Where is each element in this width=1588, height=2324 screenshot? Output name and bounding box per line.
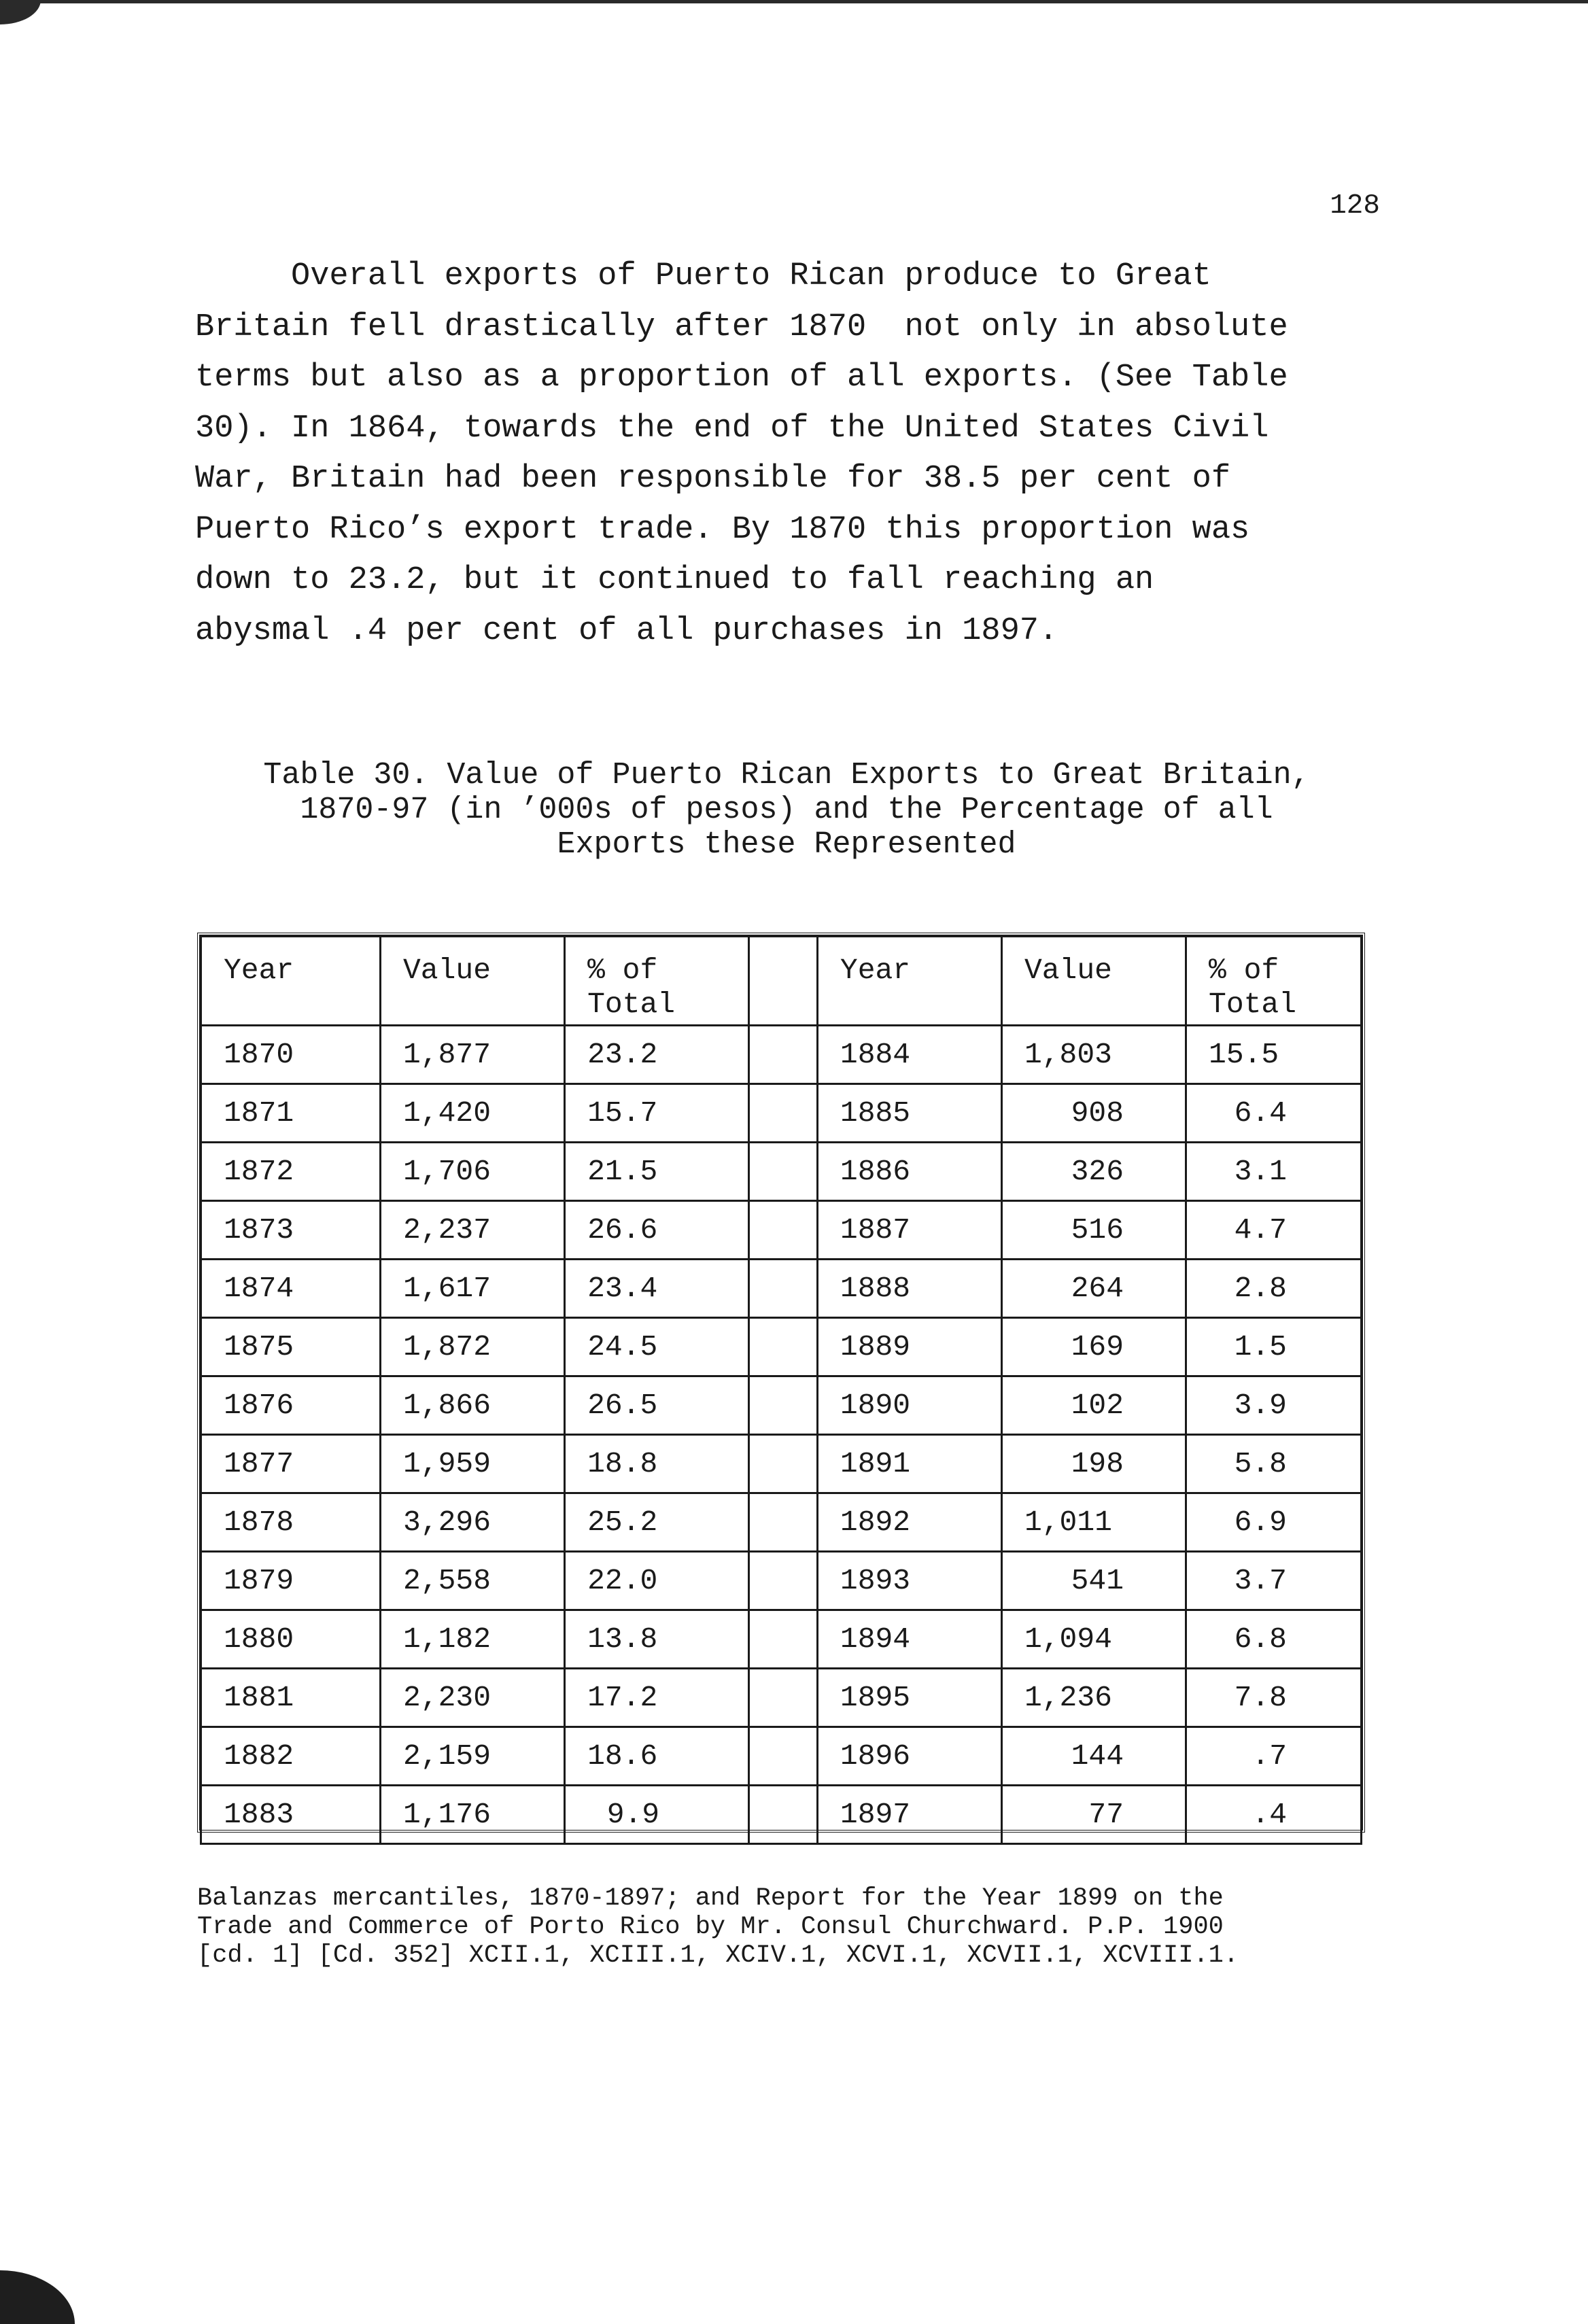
cell-year-left: 1883	[201, 1786, 381, 1844]
paragraph-line: 30). In 1864, towards the end of the United States Civil	[195, 410, 1269, 447]
cell-value-right: 326	[1001, 1143, 1186, 1201]
cell-year-right: 1896	[817, 1727, 1001, 1786]
header-pct-right-line2: Total	[1209, 988, 1297, 1021]
body-paragraph	[195, 252, 1392, 657]
cell-pct-left: 22.0	[565, 1552, 749, 1610]
cell-year-left: 1879	[201, 1552, 381, 1610]
table-row	[201, 1260, 1362, 1318]
cell-year-right: 1888	[817, 1260, 1001, 1318]
cell-pct-left: 23.4	[565, 1260, 749, 1318]
header-year-right: Year	[817, 937, 1001, 1026]
paragraph-line: abysmal .4 per cent of all purchases in 1897.	[195, 612, 1058, 649]
cell-spacer	[749, 1026, 818, 1084]
cell-spacer	[749, 1669, 818, 1727]
table-row	[201, 1669, 1362, 1727]
cell-year-left: 1877	[201, 1435, 381, 1493]
cell-spacer	[749, 1435, 818, 1493]
cell-pct-right: 6.9	[1186, 1493, 1362, 1552]
source-footnote	[197, 1884, 1394, 1970]
cell-spacer	[749, 1493, 818, 1552]
scan-edge-top	[0, 0, 1588, 3]
cell-year-right: 1885	[817, 1084, 1001, 1143]
cell-year-right: 1894	[817, 1610, 1001, 1669]
cell-value-left: 2,159	[381, 1727, 565, 1786]
cell-year-right: 1897	[817, 1786, 1001, 1844]
cell-pct-right: .7	[1186, 1727, 1362, 1786]
table-row	[201, 1727, 1362, 1786]
cell-value-left: 1,706	[381, 1143, 565, 1201]
cell-value-right: 144	[1001, 1727, 1186, 1786]
header-pct-left-line2: Total	[587, 988, 676, 1021]
cell-year-left: 1878	[201, 1493, 381, 1552]
cell-year-right: 1887	[817, 1201, 1001, 1260]
cell-pct-left: 15.7	[565, 1084, 749, 1143]
cell-year-left: 1882	[201, 1727, 381, 1786]
cell-spacer	[749, 1552, 818, 1610]
cell-year-left: 1880	[201, 1610, 381, 1669]
cell-value-right: 102	[1001, 1376, 1186, 1435]
cell-value-left: 1,872	[381, 1318, 565, 1376]
cell-pct-left: 21.5	[565, 1143, 749, 1201]
cell-year-right: 1886	[817, 1143, 1001, 1201]
table-row	[201, 1318, 1362, 1376]
cell-value-left: 1,617	[381, 1260, 565, 1318]
header-pct-right-line1: % of	[1209, 954, 1279, 987]
scan-corner-top-left	[0, 0, 41, 24]
cell-year-right: 1892	[817, 1493, 1001, 1552]
table-row	[201, 1435, 1362, 1493]
cell-spacer	[749, 1260, 818, 1318]
cell-pct-left: 25.2	[565, 1493, 749, 1552]
page-number: 128	[1330, 190, 1380, 222]
cell-year-left: 1870	[201, 1026, 381, 1084]
cell-pct-left: 13.8	[565, 1610, 749, 1669]
paragraph-line: Overall exports of Puerto Rican produce to Great	[195, 258, 1211, 294]
paragraph-line: terms but also as a proportion of all exports. (See Table	[195, 360, 1288, 396]
header-pct-right	[1186, 937, 1362, 1026]
cell-pct-right: .4	[1186, 1786, 1362, 1844]
cell-value-left: 1,182	[381, 1610, 565, 1669]
cell-value-right: 77	[1001, 1786, 1186, 1844]
cell-value-left: 2,558	[381, 1552, 565, 1610]
footnote-line: Balanzas mercantiles, 1870-1897; and Report for the Year 1899 on the	[197, 1884, 1224, 1913]
cell-spacer	[749, 1084, 818, 1143]
cell-value-left: 1,877	[381, 1026, 565, 1084]
cell-pct-left: 9.9	[565, 1786, 749, 1844]
cell-year-right: 1890	[817, 1376, 1001, 1435]
header-value-right: Value	[1001, 937, 1186, 1026]
paragraph-line: Puerto Rico’s export trade. By 1870 this proportion was	[195, 511, 1250, 548]
paragraph-line: Britain fell drastically after 1870 not only in absolute	[195, 309, 1288, 345]
paragraph-line: War, Britain had been responsible for 38.5 per cent of	[195, 461, 1231, 497]
cell-pct-right: 6.8	[1186, 1610, 1362, 1669]
caption-line: Exports these Represented	[557, 827, 1016, 862]
cell-pct-right: 5.8	[1186, 1435, 1362, 1493]
header-year-left: Year	[201, 937, 381, 1026]
cell-value-right: 541	[1001, 1552, 1186, 1610]
cell-year-right: 1891	[817, 1435, 1001, 1493]
cell-pct-left: 24.5	[565, 1318, 749, 1376]
table-row	[201, 1026, 1362, 1084]
table-caption	[195, 758, 1378, 862]
cell-year-left: 1873	[201, 1201, 381, 1260]
table-row	[201, 1376, 1362, 1435]
table-row	[201, 1201, 1362, 1260]
header-pct-left	[565, 937, 749, 1026]
cell-value-right: 1,236	[1001, 1669, 1186, 1727]
cell-year-left: 1881	[201, 1669, 381, 1727]
cell-value-left: 1,176	[381, 1786, 565, 1844]
cell-pct-right: 4.7	[1186, 1201, 1362, 1260]
cell-year-right: 1893	[817, 1552, 1001, 1610]
cell-year-left: 1875	[201, 1318, 381, 1376]
cell-pct-left: 26.6	[565, 1201, 749, 1260]
cell-spacer	[749, 1201, 818, 1260]
cell-pct-left: 17.2	[565, 1669, 749, 1727]
cell-pct-right: 3.7	[1186, 1552, 1362, 1610]
cell-pct-left: 23.2	[565, 1026, 749, 1084]
caption-line: 1870-97 (in ’000s of pesos) and the Percentage of all	[300, 793, 1273, 827]
table-row	[201, 1552, 1362, 1610]
table-row	[201, 1143, 1362, 1201]
table-header-row	[201, 937, 1362, 1026]
cell-value-right: 264	[1001, 1260, 1186, 1318]
footnote-line: Trade and Commerce of Porto Rico by Mr. Consul Churchward. P.P. 1900	[197, 1913, 1224, 1941]
header-pct-left-line1: % of	[587, 954, 658, 987]
cell-spacer	[749, 1376, 818, 1435]
cell-value-right: 198	[1001, 1435, 1186, 1493]
cell-value-left: 1,866	[381, 1376, 565, 1435]
cell-value-left: 1,959	[381, 1435, 565, 1493]
table-row	[201, 1084, 1362, 1143]
cell-spacer	[749, 1610, 818, 1669]
caption-line: Table 30. Value of Puerto Rican Exports to Great Britain,	[263, 758, 1310, 793]
cell-value-right: 908	[1001, 1084, 1186, 1143]
footnote-line: [cd. 1] [Cd. 352] XCII.1, XCIII.1, XCIV.1, XCVI.1, XCVII.1, XCVIII.1.	[197, 1941, 1239, 1970]
cell-pct-left: 18.6	[565, 1727, 749, 1786]
table-row	[201, 1493, 1362, 1552]
cell-pct-left: 18.8	[565, 1435, 749, 1493]
cell-value-right: 1,803	[1001, 1026, 1186, 1084]
cell-value-left: 3,296	[381, 1493, 565, 1552]
cell-pct-right: 15.5	[1186, 1026, 1362, 1084]
cell-pct-right: 1.5	[1186, 1318, 1362, 1376]
cell-year-right: 1895	[817, 1669, 1001, 1727]
cell-spacer	[749, 1143, 818, 1201]
cell-pct-right: 3.9	[1186, 1376, 1362, 1435]
cell-pct-right: 6.4	[1186, 1084, 1362, 1143]
table-row	[201, 1786, 1362, 1844]
cell-spacer	[749, 1318, 818, 1376]
cell-year-right: 1889	[817, 1318, 1001, 1376]
cell-value-right: 516	[1001, 1201, 1186, 1260]
cell-spacer	[749, 1786, 818, 1844]
cell-pct-right: 7.8	[1186, 1669, 1362, 1727]
exports-table	[197, 933, 1365, 1833]
cell-value-left: 2,237	[381, 1201, 565, 1260]
cell-year-right: 1884	[817, 1026, 1001, 1084]
cell-spacer	[749, 1727, 818, 1786]
scan-corner-bottom-left	[0, 2270, 75, 2324]
cell-year-left: 1871	[201, 1084, 381, 1143]
cell-pct-right: 2.8	[1186, 1260, 1362, 1318]
cell-value-left: 1,420	[381, 1084, 565, 1143]
header-spacer	[749, 937, 818, 1026]
cell-year-left: 1872	[201, 1143, 381, 1201]
cell-pct-left: 26.5	[565, 1376, 749, 1435]
table-row	[201, 1610, 1362, 1669]
paragraph-line: down to 23.2, but it continued to fall reaching an	[195, 562, 1154, 598]
header-value-left: Value	[381, 937, 565, 1026]
cell-value-left: 2,230	[381, 1669, 565, 1727]
cell-pct-right: 3.1	[1186, 1143, 1362, 1201]
cell-value-right: 1,094	[1001, 1610, 1186, 1669]
cell-year-left: 1876	[201, 1376, 381, 1435]
cell-value-right: 169	[1001, 1318, 1186, 1376]
cell-year-left: 1874	[201, 1260, 381, 1318]
cell-value-right: 1,011	[1001, 1493, 1186, 1552]
